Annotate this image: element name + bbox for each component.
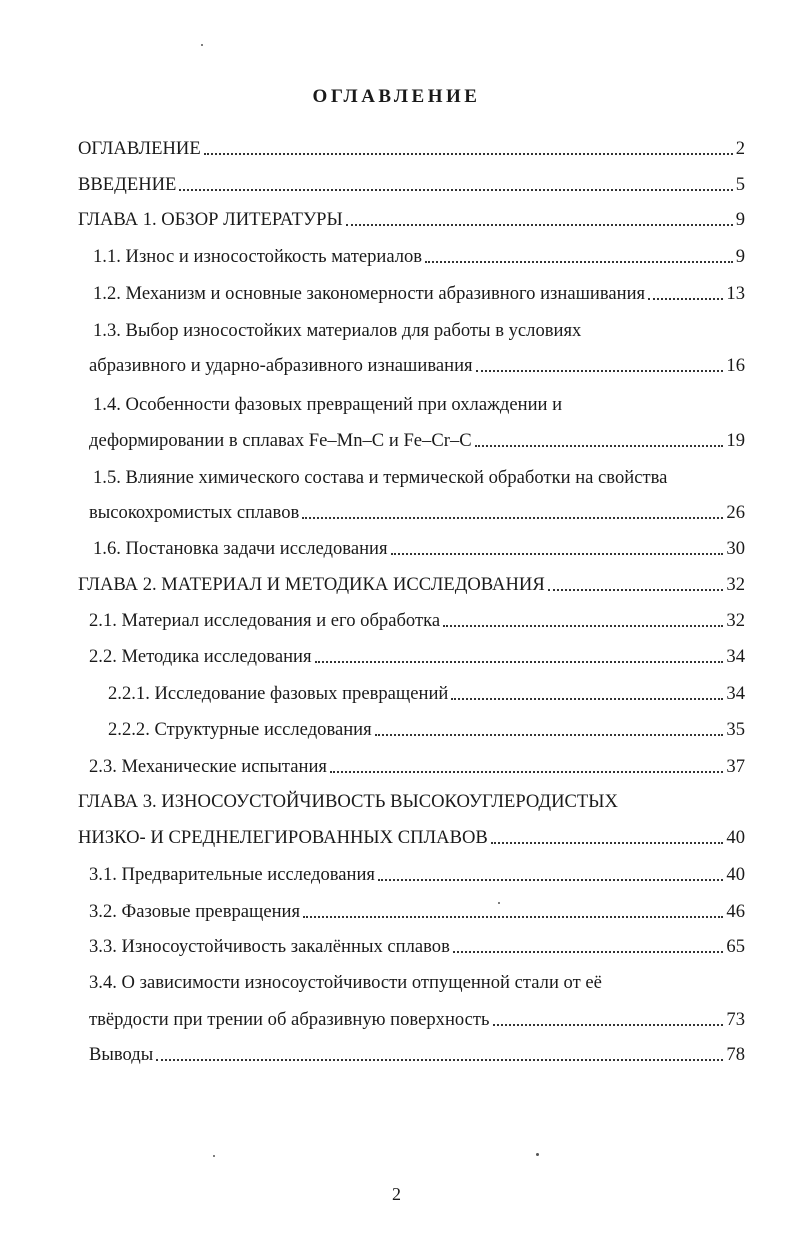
toc-entry-page: 35 [726, 719, 745, 740]
dot-leader [179, 189, 732, 191]
dot-leader [391, 553, 724, 555]
toc-entry-label: 3.1. Предварительные исследования [89, 864, 375, 885]
toc-entry[interactable] [89, 1040, 745, 1066]
page-title: ОГЛАВЛЕНИЕ [312, 86, 481, 107]
toc-entry-label: 1.2. Механизм и основные закономерности абразивного изнашивания [93, 283, 646, 304]
dot-leader [491, 842, 724, 844]
toc-entry[interactable] [89, 642, 745, 668]
toc-entry-label: ГЛАВА 1. ОБЗОР ЛИТЕРАТУРЫ [78, 209, 343, 230]
dot-leader [475, 445, 724, 447]
toc-entry-label: 1.6. Постановка задачи исследования [93, 538, 388, 559]
dot-leader [451, 698, 723, 700]
toc-entry-page: 40 [726, 827, 745, 848]
toc-entry-label: 2.1. Материал исследования и его обработка [89, 610, 441, 631]
dot-leader [156, 1059, 723, 1061]
toc-entry-page: 2 [735, 138, 745, 159]
toc-entry-page: 73 [726, 1009, 745, 1030]
toc-entry[interactable] [108, 679, 745, 705]
dot-leader [453, 951, 724, 953]
scan-speck [498, 902, 500, 904]
toc-entry-label: 2.2. Методика исследования [89, 646, 312, 667]
toc-entry-page: 9 [735, 209, 745, 230]
toc-entry[interactable] [78, 205, 745, 231]
toc-entry-label: ВВЕДЕНИЕ [78, 174, 177, 195]
toc-entry-label-line1: ГЛАВА 3. ИЗНОСОУСТОЙЧИВОСТЬ ВЫСОКОУГЛЕРОДИСТЫХ [78, 791, 618, 812]
dot-leader [302, 517, 723, 519]
toc-entry-label: 2.2.1. Исследование фазовых превращений [108, 683, 449, 704]
toc-entry-page: 32 [726, 610, 745, 631]
toc-entry-page: 9 [735, 246, 745, 267]
toc-entry-page: 5 [735, 174, 745, 195]
toc-entry[interactable] [93, 534, 745, 560]
toc-entry-page: 26 [726, 502, 745, 523]
toc-entry-page: 34 [726, 646, 745, 667]
toc-entry[interactable] [89, 752, 745, 778]
toc-entry-page: 16 [726, 355, 745, 376]
toc-entry-label: 2.2.2. Структурные исследования [108, 719, 372, 740]
dot-leader [204, 153, 733, 155]
toc-entry[interactable] [78, 823, 745, 849]
toc-entry-label-line1: 1.5. Влияние химического состава и термической обработки на свойства [93, 467, 668, 488]
toc-entry-label-line1: 1.3. Выбор износостойких материалов для работы в условиях [93, 320, 582, 341]
toc-entry[interactable] [78, 570, 745, 596]
toc-entry-page: 37 [726, 756, 745, 777]
toc-entry-label: твёрдости при трении об абразивную поверхность [89, 1009, 490, 1030]
scan-speck [536, 1153, 539, 1156]
toc-entry-page: 19 [726, 430, 745, 451]
dot-leader [315, 661, 724, 663]
dot-leader [648, 298, 723, 300]
dot-leader [346, 224, 733, 226]
toc-entry[interactable] [89, 1005, 745, 1031]
toc-entry-label: 3.3. Износоустойчивость закалённых сплавов [89, 936, 450, 957]
dot-leader [443, 625, 723, 627]
toc-entry[interactable] [89, 860, 745, 886]
toc-entry[interactable] [93, 242, 745, 268]
toc-entry-label: 3.2. Фазовые превращения [89, 901, 301, 922]
toc-entry[interactable] [89, 351, 745, 377]
toc-entry-label: высокохромистых сплавов [89, 502, 300, 523]
toc-entry[interactable] [108, 715, 745, 741]
toc-entry[interactable] [89, 498, 745, 524]
scan-speck [213, 1155, 215, 1157]
toc-entry[interactable] [93, 279, 745, 305]
dot-leader [378, 879, 723, 881]
toc-entry-page: 65 [726, 936, 745, 957]
dot-leader [303, 916, 723, 918]
toc-entry-page: 78 [726, 1044, 745, 1065]
toc-entry-label-line1: 3.4. О зависимости износоустойчивости отпущенной стали от её [89, 972, 602, 993]
toc-entry[interactable] [89, 897, 745, 923]
toc-entry[interactable] [89, 606, 745, 632]
toc-entry[interactable] [89, 426, 745, 452]
dot-leader [330, 771, 723, 773]
toc-entry-page: 34 [726, 683, 745, 704]
toc-entry-label: деформировании в сплавах Fe–Mn–C и Fe–Cr–C [89, 430, 472, 451]
toc-entry[interactable] [78, 134, 745, 160]
toc-entry-label: Выводы [89, 1044, 154, 1065]
toc-entry-label-line1: 1.4. Особенности фазовых превращений при охлаждении и [93, 394, 563, 415]
dot-leader [375, 734, 724, 736]
toc-entry-label: ОГЛАВЛЕНИЕ [78, 138, 201, 159]
dot-leader [493, 1024, 724, 1026]
toc-entry-label: ГЛАВА 2. МАТЕРИАЛ И МЕТОДИКА ИССЛЕДОВАНИЯ [78, 574, 545, 595]
toc-entry-page: 46 [726, 901, 745, 922]
dot-leader [425, 261, 733, 263]
toc-entry-page: 40 [726, 864, 745, 885]
toc-entry-label: НИЗКО- И СРЕДНЕЛЕГИРОВАННЫХ СПЛАВОВ [78, 827, 488, 848]
toc-entry-label: 2.3. Механические испытания [89, 756, 327, 777]
toc-entry-label: абразивного и ударно-абразивного изнашивания [89, 355, 473, 376]
toc-entry-label: 1.1. Износ и износостойкость материалов [93, 246, 423, 267]
dot-leader [476, 370, 724, 372]
scan-speck [201, 44, 203, 46]
toc-entry[interactable] [89, 932, 745, 958]
toc-entry-page: 13 [726, 283, 745, 304]
toc-entry-page: 32 [726, 574, 745, 595]
toc-entry[interactable] [78, 170, 745, 196]
dot-leader [548, 589, 724, 591]
page-number: 2 [392, 1184, 401, 1204]
toc-entry-page: 30 [726, 538, 745, 559]
